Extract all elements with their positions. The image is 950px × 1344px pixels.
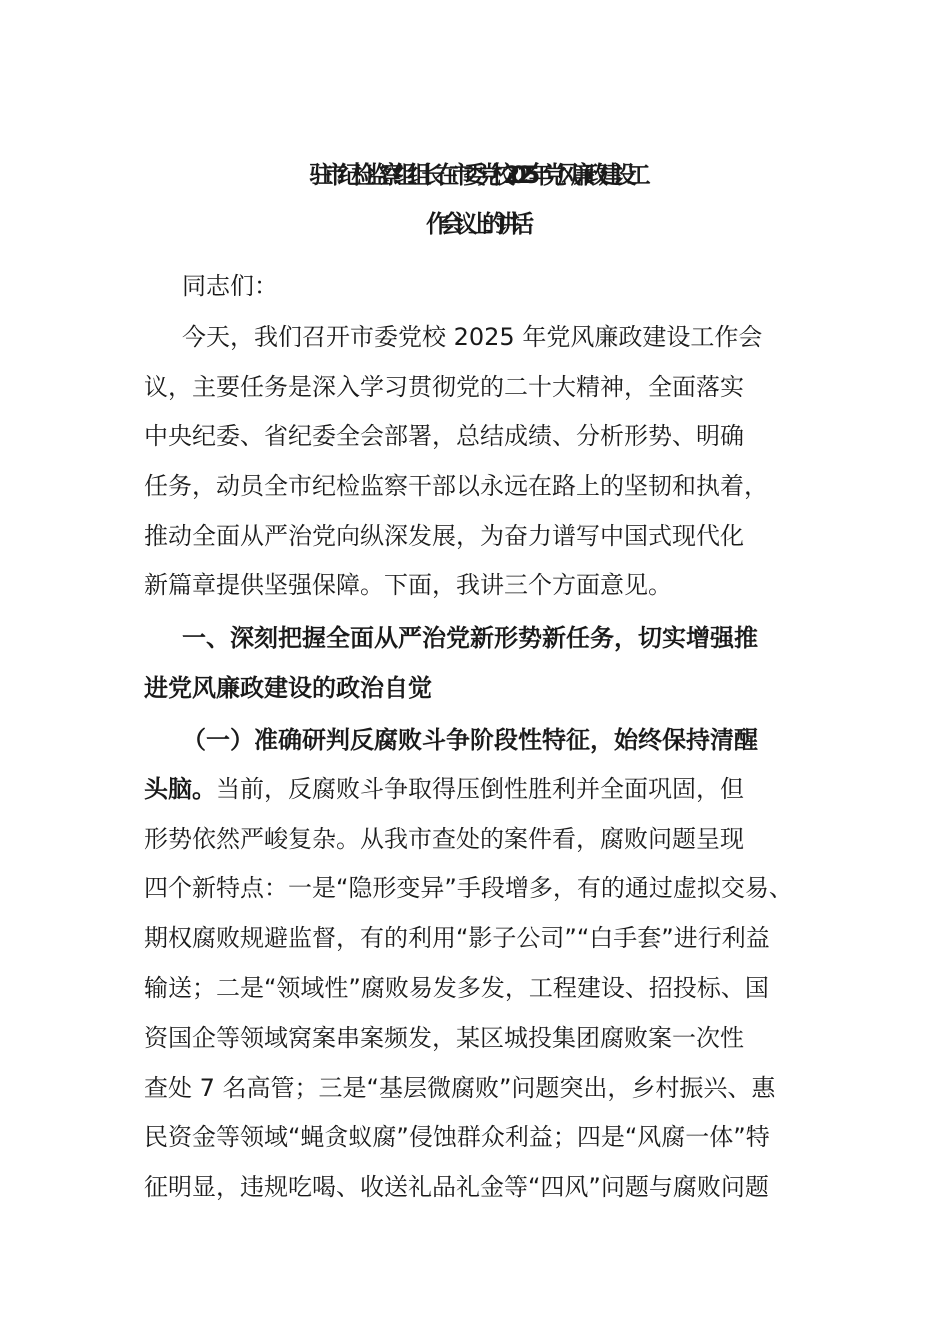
intro-line: 中央纪委、省纪委全会部署，总结成绩、分析形势、明确 — [144, 422, 744, 450]
salutation: 同志们： — [182, 272, 278, 300]
intro-line: 推动全面从严治党向纵深发展，为奋力谱写中国式现代化 — [144, 522, 744, 550]
body-line: 征明显，违规吃喝、收送礼品礼金等“四风”问题与腐败问题 — [144, 1173, 769, 1201]
intro-line: 新篇章提供坚强保障。下面，我讲三个方面意见。 — [144, 571, 672, 599]
body-line: 四个新特点：一是“隐形变异”手段增多，有的通过虚拟交易、 — [144, 874, 793, 902]
subsection-1-heading: （一）准确研判反腐败斗争阶段性特征，始终保持清醒 — [182, 726, 758, 754]
body-line: 资国企等领域窝案串案频发，某区城投集团腐败案一次性 — [144, 1024, 744, 1052]
document-title-line-1: 驻市纪检监察组组长在市委党校 2025 年党风廉政建设工 — [309, 161, 641, 189]
body-line: 民资金等领域“蝇贪蚁腐”侵蚀群众利益；四是“风腐一体”特 — [144, 1123, 770, 1151]
subsection-1-heading-end: 头脑。 — [144, 775, 216, 803]
intro-line: 今天，我们召开市委党校 2025 年党风廉政建设工作会 — [182, 323, 763, 351]
body-line: 查处 7 名高管；三是“基层微腐败”问题突出，乡村振兴、惠 — [144, 1074, 776, 1102]
section-1-heading-line-1: 一、深刻把握全面从严治党新形势新任务，切实增强推 — [182, 624, 758, 652]
body-line: 形势依然严峻复杂。从我市查处的案件看，腐败问题呈现 — [144, 825, 744, 853]
section-1-heading-line-2: 进党风廉政建设的政治自觉 — [144, 674, 432, 702]
body-line: 期权腐败规避监督，有的利用“影子公司”“白手套”进行利益 — [144, 924, 770, 952]
body-line: 输送；二是“领域性”腐败易发多发，工程建设、招投标、国 — [144, 974, 769, 1002]
intro-line: 议，主要任务是深入学习贯彻党的二十大精神，全面落实 — [144, 373, 744, 401]
subsection-1-text: 当前，反腐败斗争取得压倒性胜利并全面巩固，但 — [216, 775, 744, 803]
document-title-line-2: 作会议上的讲话 — [426, 210, 524, 238]
intro-line: 任务，动员全市纪检监察干部以永远在路上的坚韧和执着， — [144, 472, 768, 500]
subsection-1-line — [144, 774, 744, 804]
